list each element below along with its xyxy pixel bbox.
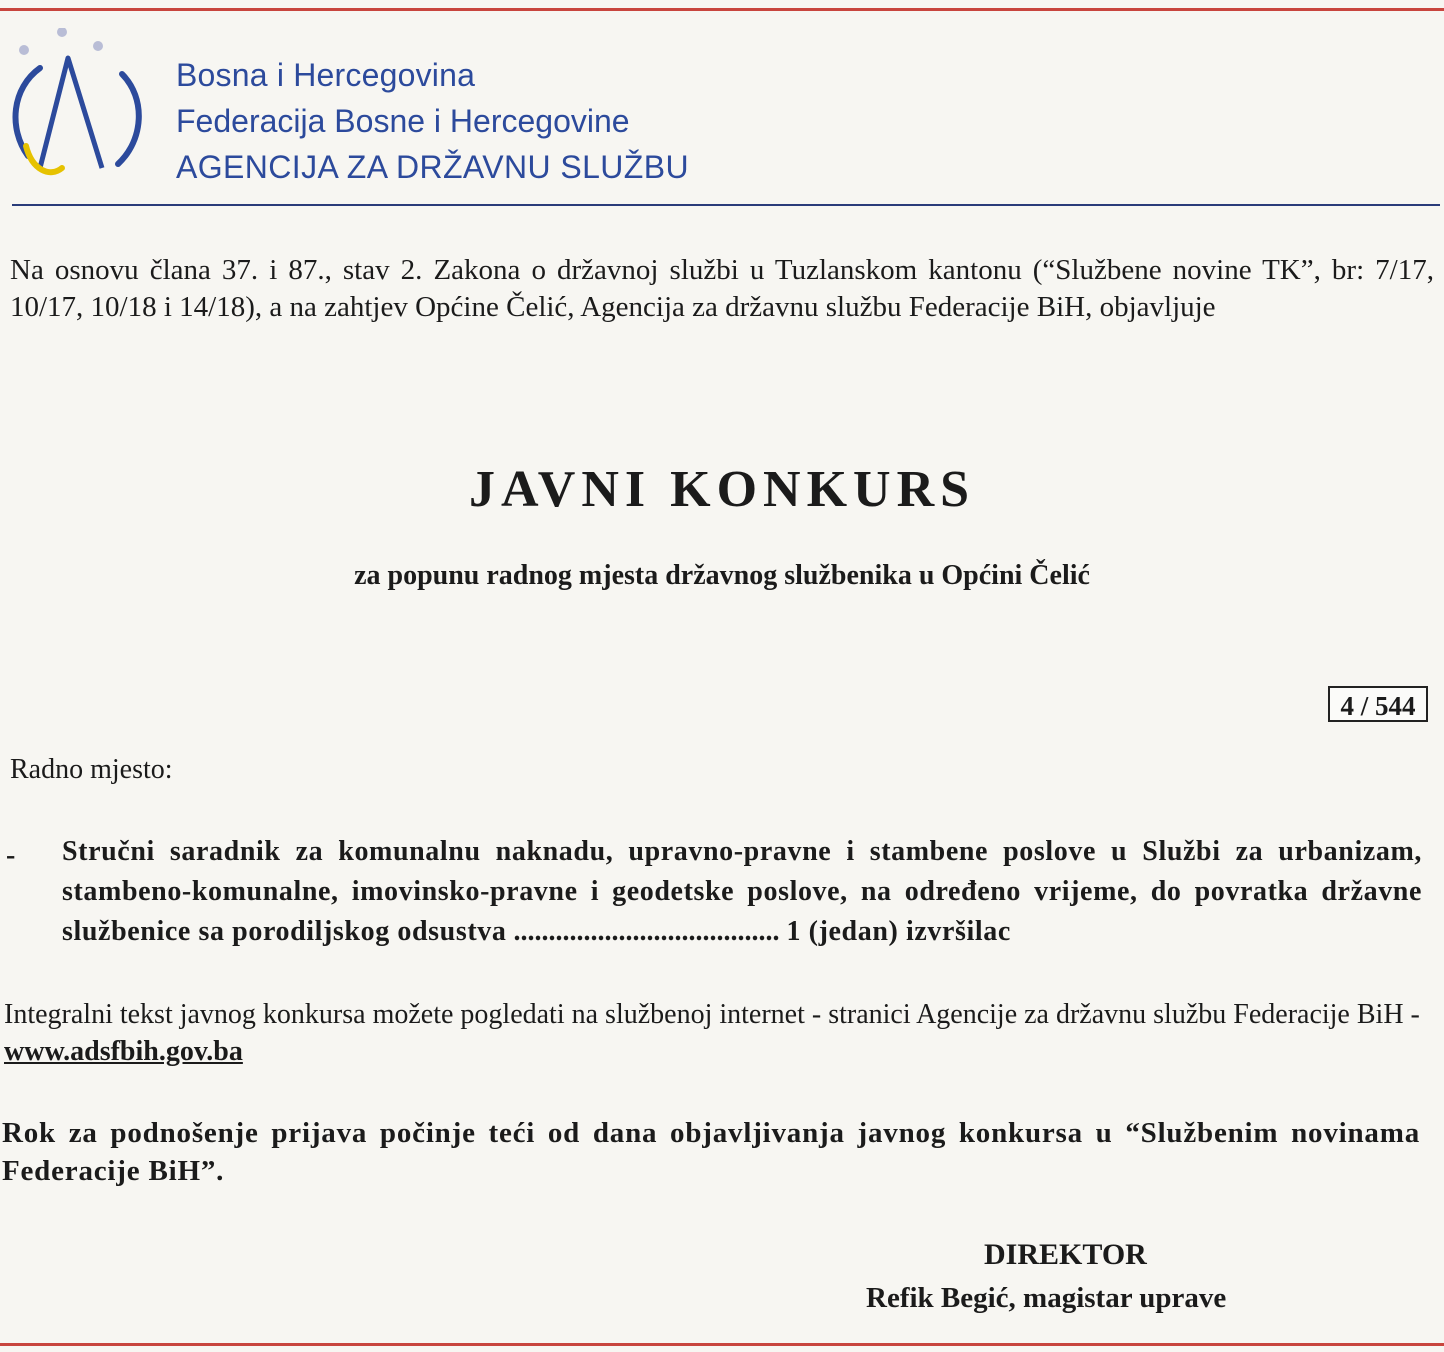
integral-text-paragraph <box>4 996 1424 1070</box>
reference-number: 4 / 544 <box>1328 686 1428 722</box>
integral-text: Integralni tekst javnog konkursa možete pogledati na službenoj internet - stranici Agencije za državnu službu Federacije BiH - <box>4 999 1420 1030</box>
header-blue-rule <box>12 204 1440 206</box>
top-red-rule <box>0 8 1444 11</box>
document-subtitle: za popunu radnog mjesta državnog službenika u Općini Čelić <box>354 560 1090 591</box>
intro-paragraph: Na osnovu člana 37. i 87., stav 2. Zakona o državnoj službi u Tuzlanskom kantonu (“Službene novine TK”, br: 7/17, 10/17, 10/18 i 14/18), a na zahtjev Općine Čelić, Agencija za državnu službu Federacije BiH, objavljuje <box>10 254 1434 323</box>
document-title: JAVNI KONKURS <box>468 461 976 518</box>
logo-right-arc <box>118 74 139 164</box>
agency-website-link[interactable]: www.adsfbih.gov.ba <box>4 1036 243 1067</box>
logo-dot-right <box>93 41 103 51</box>
agency-line-2: Federacija Bosne i Hercegovine <box>176 103 630 139</box>
logo-dot-left <box>19 45 29 55</box>
position-bullet: - <box>6 840 16 871</box>
logo-lambda <box>40 58 102 168</box>
logo-left-arc <box>16 68 41 156</box>
agency-line-1: Bosna i Hercegovina <box>176 57 476 93</box>
signature-name: Refik Begić, magistar uprave <box>866 1282 1227 1314</box>
position-count: 1 (jedan) izvršilac <box>786 916 1011 947</box>
agency-line-3: AGENCIJA ZA DRŽAVNU SLUŽBU <box>176 149 690 185</box>
position-leader-dots: ...................................... <box>506 916 787 947</box>
signature-title: DIREKTOR <box>984 1238 1147 1271</box>
agency-name <box>176 52 689 190</box>
position-text: Stručni saradnik za komunalnu naknadu, upravno-pravne i stambene poslove u Službi za urbanizam, stambeno-komunalne, imovinsko-pravne i geodetske poslove, na određeno vrijeme, do povratka državne službenice sa porodiljskog odsustva <box>62 836 1422 947</box>
position-label: Radno mjesto: <box>10 754 173 785</box>
bottom-red-rule <box>0 1343 1444 1346</box>
logo-dot-center <box>57 28 67 37</box>
deadline-paragraph: Rok za podnošenje prijava počinje teći od dana objavljivanja javnog konkursa u “Službenim novinama Federacije BiH”. <box>2 1117 1420 1187</box>
position-description <box>62 832 1422 952</box>
agency-logo <box>6 28 156 188</box>
